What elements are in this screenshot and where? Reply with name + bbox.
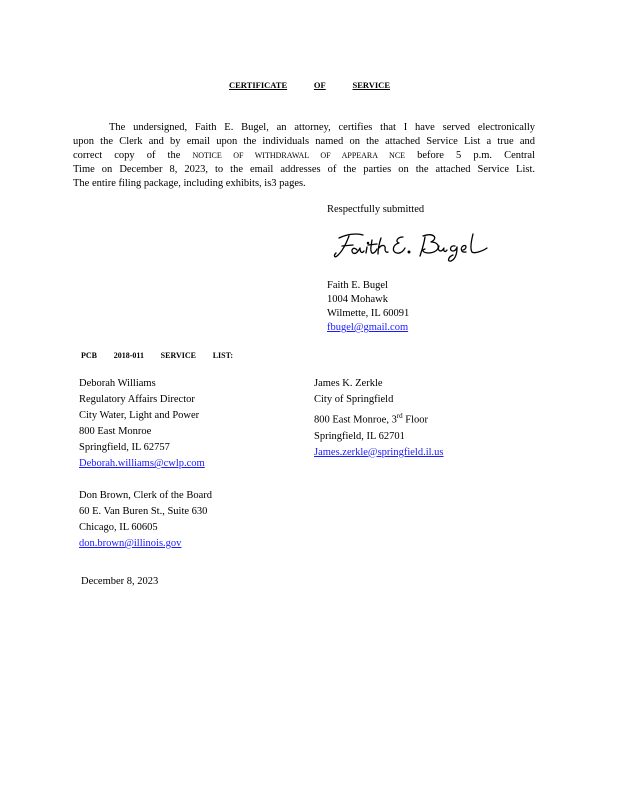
party-city: Springfield, IL 62701 xyxy=(314,430,405,442)
title-word-of: OF xyxy=(313,80,326,90)
attorney-city: Wilmette, IL 60091 xyxy=(327,308,410,319)
service-party-brown xyxy=(79,488,212,552)
body-line-2: upon the Clerk and by email upon the individuals named on the attached Service List a true and xyxy=(73,136,535,147)
ordinal-suffix: rd xyxy=(396,412,403,420)
service-party-williams xyxy=(79,376,205,472)
closing-text: Respectfully submitted xyxy=(327,204,425,215)
body-line-1: The undersigned, Faith E. Bugel, an attorney, certifies that I have served electronically xyxy=(109,122,535,133)
attorney-email-link[interactable]: fbugel@gmail.com xyxy=(327,322,409,333)
party-city: Chicago, IL 60605 xyxy=(79,522,158,533)
party-city: Springfield, IL 62757 xyxy=(79,442,170,453)
party-email-link[interactable]: James.zerkle@springfield.il.us xyxy=(314,446,444,458)
party-street-floor: Floor xyxy=(402,414,429,426)
attorney-street: 1004 Mohawk xyxy=(327,294,388,305)
party-organization: City Water, Light and Power xyxy=(79,410,200,421)
service-list-case-number: 2018-011 xyxy=(113,351,144,360)
attorney-name: Faith E. Bugel xyxy=(327,280,388,291)
body-line-5: The entire filing package, including exhibits, is3 pages. xyxy=(73,178,306,189)
body-line-3-end: before 5 p.m. Central xyxy=(417,150,536,161)
document-date: December 8, 2023 xyxy=(81,576,159,587)
party-name: Deborah Williams xyxy=(79,378,156,389)
party-street xyxy=(314,408,444,429)
party-street: 800 East Monroe xyxy=(79,426,152,437)
party-street-main: 800 East Monroe, 3 xyxy=(314,414,397,426)
body-line-4: Time on December 8, 2023, to the email addresses of the parties on the attached Service List. xyxy=(73,164,535,175)
party-email-link[interactable]: don.brown@illinois.gov xyxy=(79,538,182,549)
service-list-case-label: PCB xyxy=(81,351,97,360)
service-list-header xyxy=(81,351,233,360)
certificate-body xyxy=(73,121,535,191)
party-title: Regulatory Affairs Director xyxy=(79,394,195,405)
title-word-certificate: CERTIFICATE xyxy=(229,80,288,90)
handwritten-signature xyxy=(333,226,493,264)
certificate-title xyxy=(229,80,390,90)
notice-title: NOTICE OF WITHDRAWAL OF APPEARA NCE xyxy=(192,151,406,160)
party-name: James K. Zerkle xyxy=(314,378,383,389)
body-line-3 xyxy=(73,149,535,163)
attorney-address xyxy=(327,279,409,335)
party-email-link[interactable]: Deborah.williams@cwlp.com xyxy=(79,458,205,469)
body-line-3-start: correct copy of the xyxy=(73,150,181,161)
party-street: 60 E. Van Buren St., Suite 630 xyxy=(79,506,208,517)
title-word-service: SERVICE xyxy=(352,80,390,90)
party-name: Don Brown, Clerk of the Board xyxy=(79,490,212,501)
service-list-list-word: LIST: xyxy=(212,351,233,360)
service-party-zerkle xyxy=(314,376,444,461)
party-organization: City of Springfield xyxy=(314,394,394,405)
service-list-service-word: SERVICE xyxy=(160,351,196,360)
